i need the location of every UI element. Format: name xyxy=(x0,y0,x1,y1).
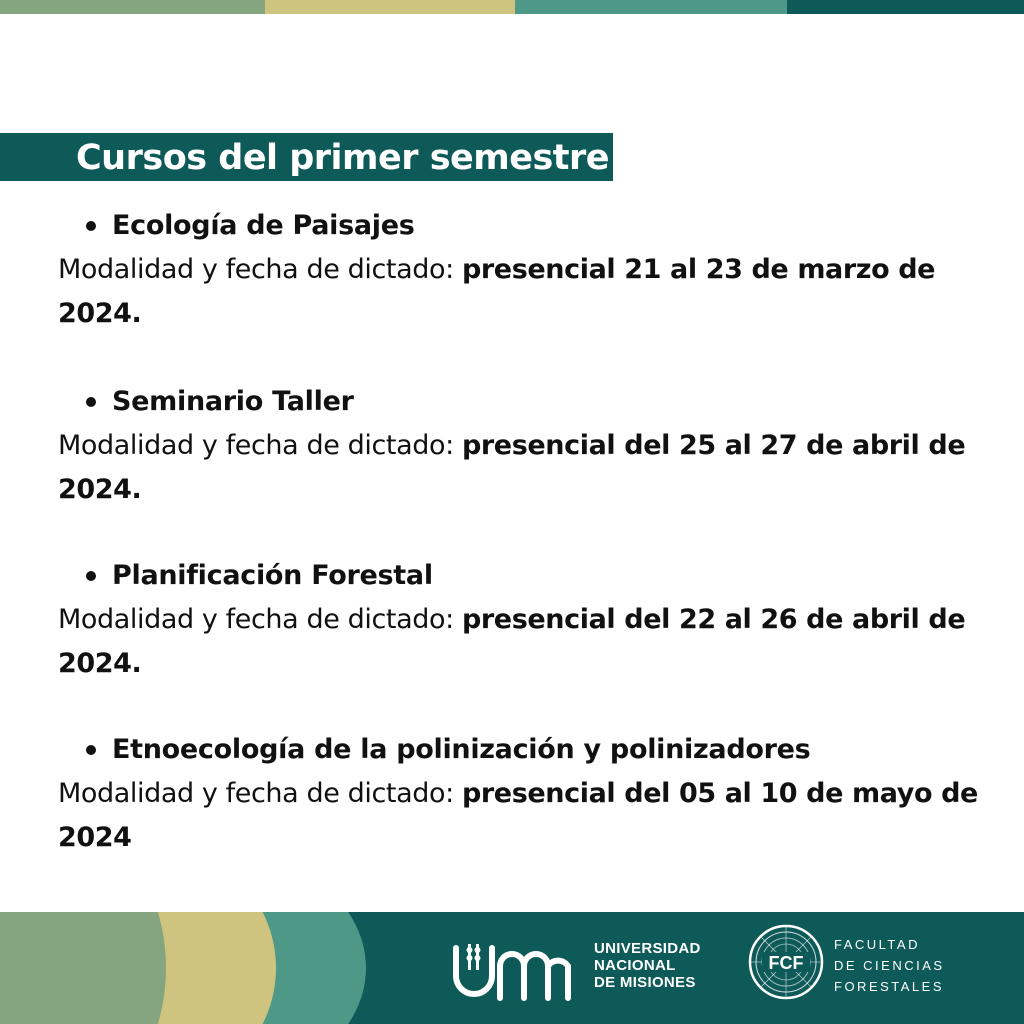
modality-label: Modalidad y fecha de dictado: xyxy=(58,430,454,461)
fcf-seal-text: FCF xyxy=(768,953,804,973)
course-item xyxy=(58,728,978,860)
fcf-line: DE CIENCIAS xyxy=(834,958,945,973)
fcf-name xyxy=(834,934,945,997)
course-item xyxy=(58,554,978,686)
unam-line: UNIVERSIDAD xyxy=(594,940,701,957)
stripe-dark-teal xyxy=(787,0,1024,14)
modality-value: presencial del 22 al 26 de abril de 2024. xyxy=(58,604,966,679)
course-name-row xyxy=(86,204,978,248)
unam-line: NACIONAL xyxy=(594,957,676,974)
course-name: Seminario Taller xyxy=(112,386,354,417)
page-title: Cursos del primer semestre xyxy=(76,138,610,178)
modality-label: Modalidad y fecha de dictado: xyxy=(58,604,454,635)
modality-value: presencial del 25 al 27 de abril de 2024. xyxy=(58,430,966,505)
modality-label: Modalidad y fecha de dictado: xyxy=(58,254,454,285)
stripe-teal xyxy=(515,0,787,14)
course-item xyxy=(58,380,978,512)
bullet-icon xyxy=(86,221,96,231)
course-description xyxy=(58,248,978,336)
fcf-line: FACULTAD xyxy=(834,937,920,952)
unam-logo-icon xyxy=(450,940,574,1002)
course-item xyxy=(58,204,978,336)
stripe-sage xyxy=(0,0,265,14)
footer-arc-sage xyxy=(0,912,166,1024)
modality-value: presencial del 05 al 10 de mayo de 2024 xyxy=(58,778,978,853)
unam-line: DE MISIONES xyxy=(594,974,696,991)
fcf-seal-icon xyxy=(748,924,824,1000)
bullet-icon xyxy=(86,397,96,407)
course-name-row xyxy=(86,554,978,598)
course-name-row xyxy=(86,728,978,772)
stripe-sand xyxy=(265,0,515,14)
modality-value: presencial 21 al 23 de marzo de 2024. xyxy=(58,254,936,329)
course-name: Planificación Forestal xyxy=(112,560,433,591)
course-name-row xyxy=(86,380,978,424)
course-description xyxy=(58,772,978,860)
fcf-line: FORESTALES xyxy=(834,979,945,994)
modality-label: Modalidad y fecha de dictado: xyxy=(58,778,454,809)
bullet-icon xyxy=(86,571,96,581)
course-description xyxy=(58,598,978,686)
course-name: Ecología de Paisajes xyxy=(112,210,415,241)
top-color-stripe xyxy=(0,0,1024,14)
course-name: Etnoecología de la polinización y polinizadores xyxy=(112,734,811,765)
course-description xyxy=(58,424,978,512)
footer xyxy=(0,912,1024,1024)
bullet-icon xyxy=(86,745,96,755)
unam-name xyxy=(594,940,701,991)
